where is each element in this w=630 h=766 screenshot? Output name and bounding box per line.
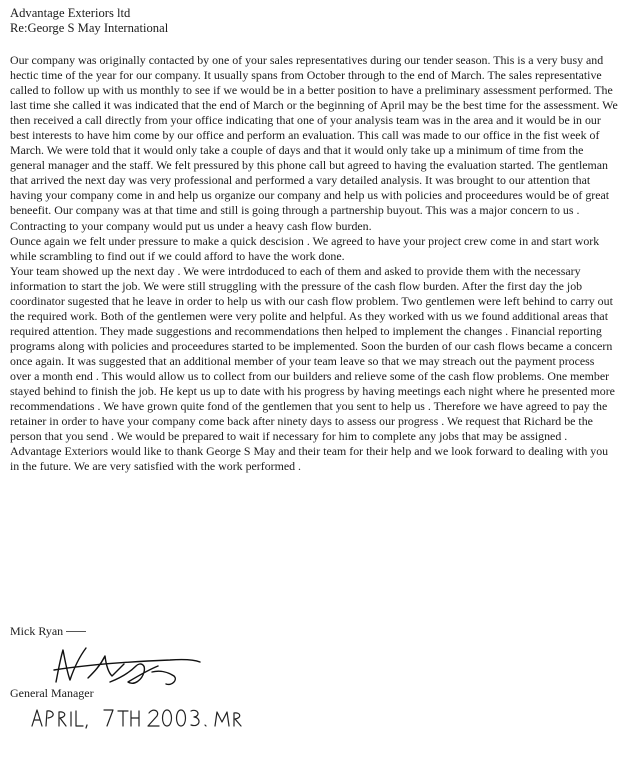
body-paragraph-2: Ounce again we felt under pressure to make a quick descision . We agreed to have your project crew come in and start work while scrambling to find out if we could afford to have the work done.: [10, 233, 600, 263]
signature-image: [50, 642, 210, 690]
letter: [10, 6, 618, 474]
body-paragraph-3: Your team showed up the next day . We were intrdoduced to each of them and asked to provide them with the necessary information to start the job. We were still struggling with the pressure of the cash flow burden. After the first day the job coordinator sugested that he leave in order to help us with our cash flow problem. Two gentlemen were left behind to carry out the required work. Both of the gentlemen were very polite and helpful. As they worked with us we found additional areas that required attention. They made suggestions and recommendations then helped to implement the changes . Financial reporting programs along with policies and proceedures started to be implemented. Soon the burden of our cash flows became a concern once again. It was suggested that an additional member of your team leave so that we may streach out the payment process over a month end . This would allow us to collect from our builders and relieve some of the cash flow problems. One member stayed behind to finish the job. He kept us up to date with his progress by having meetings each night where he presented more recommendations . We have grown quite fond of the gentlemen that you sent to help us . Therefore we have agreed to pay the retainer in order to have your company come back after ninety days to assess our progress . We request that Richard be the person that you send . We would be prepared to wait if necessary for him to complete any jobs that may be assigned .: [10, 263, 615, 444]
recipient-company: Advantage Exteriors ltd: [10, 6, 131, 20]
letter-body: [10, 53, 618, 474]
body-paragraph-1: Our company was originally contacted by one of your sales representatives during our tender season. This is a very busy and hectic time of the year for our company. It usually spans from October through to the end of March. The sales representative called to follow up with us monthly to see if we would be in a better position to have a preliminary assessment performed. The last time she called it was indicated that the end of March or the beginning of April may be the best time for the assessment. We then received a call directly from your office indicating that one of your analysis team was in the area and it would be in our best interests to have him come by our office and perform an evaluation. This call was made to our office in the fist week of March. We were told that it would only take a couple of days and that it would only take up a minimum of time from the general manager and the staff. We felt pressured by this phone call but agreed to having the evaluation started. The gentleman that arrived the next day was very professional and performed a vary detailed analysis. It was brought to our attention that having your company come in and help us organize our company and help us with policies and proceedures would be of great beneefit. Our company was at that time and still is going through a partnership buyout. This was a major concern to us . Contracting to your company would put us under a heavy cash flow burden.: [10, 53, 618, 233]
signoff-block: [10, 624, 310, 700]
handwritten-date: [10, 702, 270, 732]
signer-name: Mick Ryan: [10, 624, 64, 638]
regarding-line: Re:George S May International: [10, 21, 169, 35]
signer-title: General Manager: [10, 686, 94, 700]
name-underline: [66, 631, 86, 632]
body-paragraph-4: Advantage Exteriors would like to thank George S May and their team for their help and we look forward to dealing with you in the future. We are very satisfied with the work performed .: [10, 444, 609, 474]
